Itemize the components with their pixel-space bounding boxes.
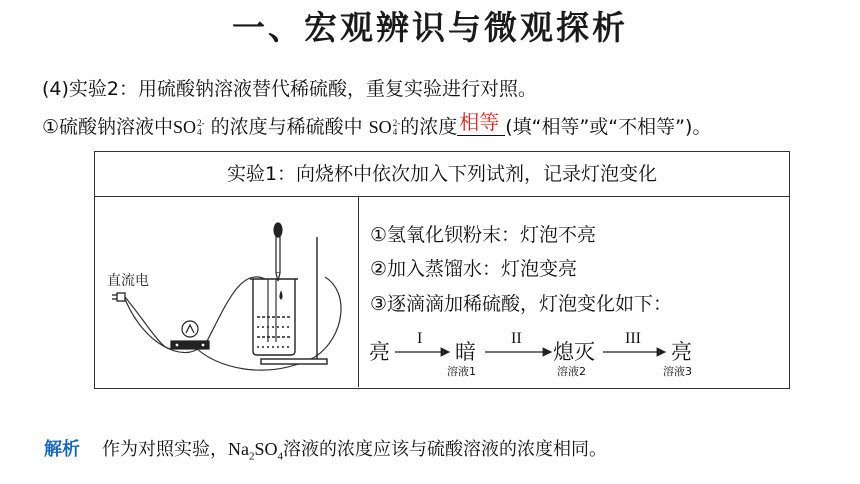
step-3: III	[625, 330, 641, 347]
solution-2: 溶液2	[557, 365, 586, 378]
solution-1: 溶液1	[447, 365, 476, 378]
apparatus-diagram	[95, 197, 357, 387]
bulb-change-flow	[367, 317, 767, 387]
ion-charge	[197, 119, 205, 137]
analysis-section	[44, 435, 607, 463]
observation-3: ③逐滴滴加稀硫酸，灯泡变化如下：	[370, 293, 673, 315]
sulfate-ion-formula-2	[369, 117, 401, 138]
experiment-table	[94, 151, 790, 389]
page-title: 一、宏观辨识与微观探析	[232, 8, 628, 47]
observation-2: ②加入蒸馏水：灯泡变亮	[370, 258, 578, 280]
answer-blank[interactable]	[457, 110, 505, 136]
ion-charge-sign-2: -	[397, 118, 401, 128]
formula-so-sub: 4	[277, 450, 284, 463]
ion-subscript: 4	[197, 127, 202, 137]
state-bright-2: 亮	[671, 340, 692, 364]
state-dim: 暗	[455, 340, 476, 364]
question-part-label: (4)实验2：用硫酸钠溶液替代稀硫酸，重复实验进行对照。	[42, 78, 538, 100]
question-concentration: 的浓度	[400, 116, 458, 138]
analysis-text-after: 溶液的浓度应该与硫酸溶液的浓度相同。	[283, 439, 608, 460]
dropper-icon	[274, 223, 282, 299]
step-2: II	[511, 330, 522, 347]
analysis-text-before: 作为对照实验，	[102, 439, 228, 460]
question-middle: 的浓度与稀硫酸中	[210, 116, 363, 138]
question-prefix: ①硫酸钠溶液中	[42, 116, 174, 138]
power-label: 直流电	[107, 273, 149, 289]
state-bright-1: 亮	[369, 340, 390, 364]
formula-so: SO	[254, 439, 278, 459]
circuit-wire-icon	[125, 277, 341, 370]
beaker-icon	[250, 279, 298, 355]
ion-charge-number-2: 2	[392, 118, 398, 128]
ion-subscript-2: 4	[392, 127, 398, 137]
ion-charge-sign: -	[201, 118, 205, 128]
power-plug-icon	[112, 293, 125, 301]
ion-charge-2	[393, 119, 401, 137]
step-1: I	[417, 330, 423, 347]
question-line	[42, 112, 711, 139]
ion-symbol-2: SO	[368, 117, 392, 137]
sulfate-ion-formula	[173, 117, 205, 138]
state-off: 熄灭	[553, 340, 595, 364]
light-bulb-icon	[171, 321, 209, 349]
sodium-sulfate-formula	[228, 439, 284, 463]
table-divider	[358, 197, 359, 387]
observation-1: ①氢氧化钡粉末：灯泡不亮	[370, 224, 597, 246]
question-suffix: (填“相等”或“不相等”)。	[505, 116, 712, 138]
table-header: 实验1：向烧杯中依次加入下列试剂，记录灯泡变化	[95, 152, 789, 197]
ion-charge-number: 2	[197, 118, 202, 128]
ion-symbol: SO	[173, 117, 197, 137]
formula-na-sub: 2	[249, 450, 255, 463]
analysis-label: 解析	[44, 439, 80, 460]
formula-na: Na	[228, 439, 249, 459]
answer-text: 相等	[459, 110, 500, 134]
solution-3: 溶液3	[663, 365, 692, 378]
support-stand-icon	[261, 237, 327, 364]
